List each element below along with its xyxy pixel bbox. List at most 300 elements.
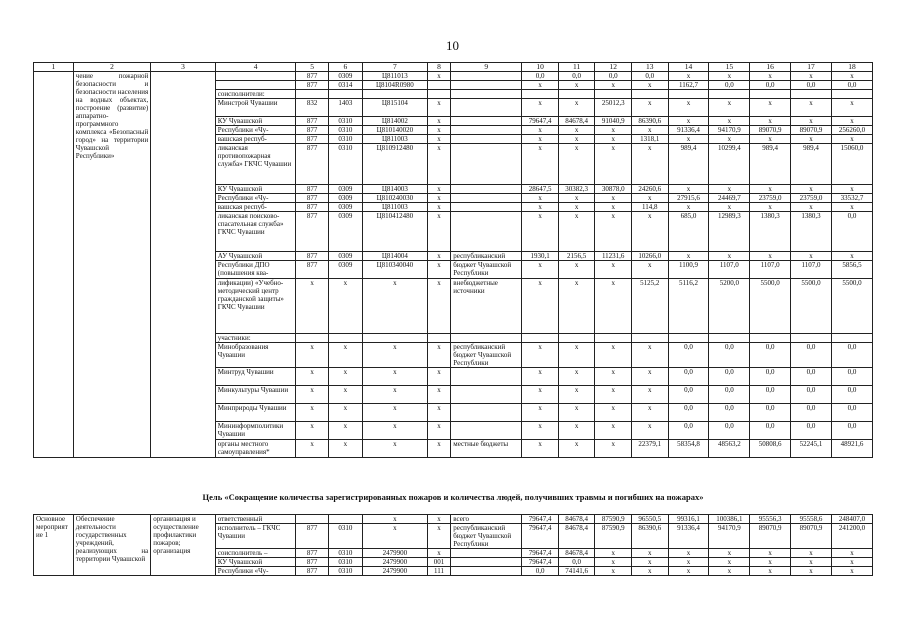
table-cell: x (668, 203, 709, 212)
table-cell: 877 (296, 144, 328, 185)
table-cell: 28647,5 (522, 185, 559, 194)
table-cell (328, 90, 362, 99)
table-cell: 877 (296, 126, 328, 135)
cell-col3 (151, 72, 216, 458)
table-cell: лификации) «Учебно-методический центр гражданской защиты» ГКЧС Чувашии (215, 279, 296, 334)
table-cell: КУ Чувашской (215, 185, 296, 194)
table-cell: Ц810912480 (363, 144, 428, 185)
table-cell: x (595, 343, 632, 368)
table-cell: 5200,0 (709, 279, 750, 334)
column-header: 17 (791, 63, 832, 72)
event-cell: x (668, 549, 709, 558)
table-cell (709, 90, 750, 99)
table-cell: 877 (296, 203, 328, 212)
table-cell: 10266,0 (631, 252, 668, 261)
table-cell: 0,0 (709, 404, 750, 422)
table-cell: 0,0 (709, 81, 750, 90)
table-cell: Ц8104R0980 (363, 81, 428, 90)
table-cell: 23759,0 (791, 194, 832, 203)
table-cell (831, 334, 872, 343)
table-cell: x (631, 422, 668, 440)
table-cell (427, 334, 451, 343)
table-cell (451, 90, 522, 99)
table-cell: x (296, 368, 328, 386)
table-cell: x (427, 440, 451, 458)
table-cell (750, 334, 791, 343)
table-cell: 1162,7 (668, 81, 709, 90)
event-cell: x (709, 549, 750, 558)
event-cell: соисполнитель – (215, 549, 296, 558)
main-table-container (33, 62, 873, 458)
table-cell: x (558, 144, 595, 185)
event-cell: 0310 (328, 567, 362, 576)
table-cell: x (558, 99, 595, 117)
event-cell: 74141,6 (558, 567, 595, 576)
table-cell: 877 (296, 117, 328, 126)
event-cell: x (791, 549, 832, 558)
table-cell: x (595, 135, 632, 144)
table-cell (215, 72, 296, 81)
budget-table (33, 62, 873, 458)
event-cell: 89070,9 (791, 524, 832, 549)
table-cell: x (296, 440, 328, 458)
table-cell: 0309 (328, 194, 362, 203)
event-cell: 84678,4 (558, 515, 595, 524)
table-cell: 0,0 (831, 212, 872, 252)
table-cell (451, 368, 522, 386)
table-cell: x (831, 117, 872, 126)
table-cell: 58354,8 (668, 440, 709, 458)
table-cell: x (427, 135, 451, 144)
table-cell: x (709, 99, 750, 117)
event-cell: 0,0 (558, 558, 595, 567)
table-cell (631, 334, 668, 343)
table-cell: x (631, 144, 668, 185)
table-cell: 1318,1 (631, 135, 668, 144)
column-header: 2 (73, 63, 150, 72)
event-cell: 877 (296, 558, 328, 567)
table-cell (831, 90, 872, 99)
table-cell (215, 81, 296, 90)
table-cell: Минстрой Чувашии (215, 99, 296, 117)
table-cell: 5500,0 (791, 279, 832, 334)
table-cell: x (427, 404, 451, 422)
table-cell: x (522, 99, 559, 117)
event-cell: 2479900 (363, 567, 428, 576)
table-cell: x (522, 261, 559, 279)
table-cell: x (558, 126, 595, 135)
table-cell: 0,0 (831, 422, 872, 440)
table-cell: 0,0 (750, 422, 791, 440)
table-cell: x (558, 422, 595, 440)
table-cell: соисполнители: (215, 90, 296, 99)
table-cell: x (558, 343, 595, 368)
table-cell: 10299,4 (709, 144, 750, 185)
table-cell: Ц810140020 (363, 126, 428, 135)
table-cell: x (296, 422, 328, 440)
event-cell: x (595, 567, 632, 576)
event-cell: исполнитель – ГКЧС Чувашии (215, 524, 296, 549)
table-cell: республиканский (451, 252, 522, 261)
column-header: 9 (451, 63, 522, 72)
table-cell: x (631, 194, 668, 203)
table-cell (791, 90, 832, 99)
table-cell: x (363, 279, 428, 334)
table-cell: 27915,6 (668, 194, 709, 203)
table-cell: x (522, 343, 559, 368)
event-cell: 877 (296, 567, 328, 576)
table-cell (631, 90, 668, 99)
table-cell: 50808,6 (750, 440, 791, 458)
table-cell: 989,4 (750, 144, 791, 185)
table-cell: ликанская поисково-спасательная служба» ГКЧС Чувашии (215, 212, 296, 252)
table-cell: Республики «Чу- (215, 126, 296, 135)
table-cell: x (427, 203, 451, 212)
table-cell: x (668, 72, 709, 81)
event-cell: 84678,4 (558, 524, 595, 549)
table-cell: Ц814004 (363, 252, 428, 261)
table-cell: 89070,9 (750, 126, 791, 135)
table-cell: x (595, 386, 632, 404)
table-cell: x (427, 194, 451, 203)
table-cell: 0,0 (709, 368, 750, 386)
program-description: чение пожарной безопасности и безопасности населения на водных объектах, построение (развитие) аппаратно-программного комплекса «Безопасный город» на территории Чувашской Республики» (73, 72, 150, 458)
table-cell: x (631, 212, 668, 252)
event-cell: ответственный (215, 515, 296, 524)
column-header: 5 (296, 63, 328, 72)
table-cell: Ц810340040 (363, 261, 428, 279)
event-cell: 001 (427, 558, 451, 567)
table-cell (451, 212, 522, 252)
table-cell: x (631, 404, 668, 422)
table-cell (363, 90, 428, 99)
table-cell: x (558, 212, 595, 252)
table-cell: x (595, 144, 632, 185)
table-cell: 877 (296, 72, 328, 81)
table-cell: 877 (296, 212, 328, 252)
event-cell: 89070,9 (750, 524, 791, 549)
table-cell: x (709, 203, 750, 212)
table-cell: 23759,0 (750, 194, 791, 203)
table-cell: Ц811013 (363, 72, 428, 81)
table-cell: 0309 (328, 252, 362, 261)
table-cell: x (709, 252, 750, 261)
table-cell: x (363, 386, 428, 404)
event-cell: 0,0 (522, 567, 559, 576)
table-cell: 91336,4 (668, 126, 709, 135)
table-cell: 0,0 (709, 422, 750, 440)
event-cell: 84678,4 (558, 549, 595, 558)
table-cell: 48921,6 (831, 440, 872, 458)
event-cell: x (750, 567, 791, 576)
event-cell: 95558,6 (791, 515, 832, 524)
table-cell (451, 72, 522, 81)
table-cell: 91040,9 (595, 117, 632, 126)
table-cell: x (631, 81, 668, 90)
event-cell: 2479900 (363, 549, 428, 558)
table-cell: 989,4 (668, 144, 709, 185)
table-cell: x (668, 117, 709, 126)
table-cell: x (631, 261, 668, 279)
table-cell: x (522, 404, 559, 422)
table-cell: 114,8 (631, 203, 668, 212)
table-cell: Ц810240030 (363, 194, 428, 203)
table-cell: 24469,7 (709, 194, 750, 203)
cell-col1 (34, 72, 74, 458)
table-cell: x (631, 99, 668, 117)
table-cell: x (296, 343, 328, 368)
event-description: Обеспечение деятельности государственных учреждений, реализующих на территории Чувашской (73, 515, 150, 576)
event-cell: x (831, 549, 872, 558)
table-cell: 0,0 (791, 81, 832, 90)
table-cell: 0,0 (831, 81, 872, 90)
table-cell: 1380,3 (750, 212, 791, 252)
event-cell: 100386,1 (709, 515, 750, 524)
table-cell: x (595, 81, 632, 90)
table-cell: Ц811003 (363, 203, 428, 212)
event-cell: x (831, 558, 872, 567)
table-cell: Ц814002 (363, 117, 428, 126)
table-cell: 0,0 (668, 404, 709, 422)
table-cell: x (558, 194, 595, 203)
event-cell: x (427, 549, 451, 558)
event-cell: x (668, 558, 709, 567)
table-cell: x (522, 422, 559, 440)
event-tasks: организация и осуществление профилактики пожаров; организация (151, 515, 216, 576)
table-cell: x (668, 185, 709, 194)
table-cell: 5856,5 (831, 261, 872, 279)
table-cell: x (831, 185, 872, 194)
event-cell: x (595, 558, 632, 567)
table-cell: 0,0 (668, 368, 709, 386)
column-header: 10 (522, 63, 559, 72)
table-cell: x (363, 343, 428, 368)
table-cell: x (750, 99, 791, 117)
table-cell: x (427, 279, 451, 334)
table-cell: 5500,0 (750, 279, 791, 334)
table-cell: x (427, 144, 451, 185)
table-cell: 1107,0 (791, 261, 832, 279)
table-cell: x (427, 72, 451, 81)
event-cell (451, 549, 522, 558)
event-cell: 877 (296, 524, 328, 549)
table-cell: x (791, 72, 832, 81)
event-cell: 111 (427, 567, 451, 576)
table-cell: КУ Чувашской (215, 117, 296, 126)
event-cell: 91336,4 (668, 524, 709, 549)
table-row (34, 72, 873, 81)
table-cell: x (427, 99, 451, 117)
table-cell (668, 90, 709, 99)
table-cell: 86390,6 (631, 117, 668, 126)
event-cell: 877 (296, 549, 328, 558)
table-cell: x (831, 203, 872, 212)
table-cell: Минобразования Чувашии (215, 343, 296, 368)
table-cell: x (709, 185, 750, 194)
table-cell: x (750, 117, 791, 126)
table-cell: 877 (296, 135, 328, 144)
table-cell (451, 144, 522, 185)
table-cell: x (558, 135, 595, 144)
table-cell: x (427, 117, 451, 126)
table-cell (451, 135, 522, 144)
table-cell (451, 81, 522, 90)
table-cell (363, 334, 428, 343)
table-cell: x (522, 135, 559, 144)
table-cell: 989,4 (791, 144, 832, 185)
event-cell: x (363, 515, 428, 524)
table-cell: 0,0 (791, 343, 832, 368)
table-cell: x (427, 386, 451, 404)
table-cell: 0,0 (791, 368, 832, 386)
table-cell: АУ Чувашской (215, 252, 296, 261)
table-cell (451, 99, 522, 117)
table-cell: Минтруд Чувашии (215, 368, 296, 386)
column-header: 13 (631, 63, 668, 72)
table-cell: 0309 (328, 261, 362, 279)
table-cell: x (791, 203, 832, 212)
event-cell (296, 515, 328, 524)
table-cell: 256260,0 (831, 126, 872, 135)
column-header: 12 (595, 63, 632, 72)
table-cell: x (363, 368, 428, 386)
table-cell: 0309 (328, 185, 362, 194)
table-cell: 877 (296, 194, 328, 203)
table-cell (451, 334, 522, 343)
table-cell: 52245,1 (791, 440, 832, 458)
table-cell: x (328, 386, 362, 404)
event-cell: 95556,3 (750, 515, 791, 524)
table-cell: x (427, 126, 451, 135)
table-cell: 877 (296, 185, 328, 194)
event-number: Основное мероприятие 1 (34, 515, 74, 576)
table-cell: 15060,0 (831, 144, 872, 185)
table-cell: x (427, 368, 451, 386)
table-cell: x (427, 252, 451, 261)
table-cell (558, 90, 595, 99)
event-row (34, 515, 873, 524)
table-cell: x (791, 135, 832, 144)
table-cell: 1107,0 (750, 261, 791, 279)
table-cell: x (427, 422, 451, 440)
event-cell: x (631, 549, 668, 558)
table-cell (522, 90, 559, 99)
table-cell: x (750, 185, 791, 194)
table-cell (427, 81, 451, 90)
event-cell: x (791, 558, 832, 567)
table-cell: 0,0 (668, 386, 709, 404)
table-cell: 0,0 (750, 343, 791, 368)
column-header: 15 (709, 63, 750, 72)
table-cell (750, 90, 791, 99)
table-cell: x (558, 368, 595, 386)
table-cell: 5500,0 (831, 279, 872, 334)
event-cell: x (750, 549, 791, 558)
table-cell: x (595, 368, 632, 386)
table-cell: x (558, 81, 595, 90)
table-cell: x (427, 261, 451, 279)
event-cell: 248407,0 (831, 515, 872, 524)
event-cell: x (750, 558, 791, 567)
table-cell: x (522, 440, 559, 458)
table-cell: x (750, 72, 791, 81)
event-cell: x (363, 524, 428, 549)
table-cell: x (831, 72, 872, 81)
table-cell: x (558, 261, 595, 279)
table-cell: x (363, 404, 428, 422)
table-cell: x (558, 203, 595, 212)
table-cell: Минприроды Чувашии (215, 404, 296, 422)
table-cell: 0,0 (791, 404, 832, 422)
header-row (34, 63, 873, 72)
table-cell: 832 (296, 99, 328, 117)
table-cell (451, 422, 522, 440)
event-cell: 79647,4 (522, 549, 559, 558)
column-header: 3 (151, 63, 216, 72)
column-header: 11 (558, 63, 595, 72)
table-cell: x (522, 194, 559, 203)
table-cell: x (595, 279, 632, 334)
table-cell: x (831, 135, 872, 144)
table-cell: 5125,2 (631, 279, 668, 334)
table-cell: x (328, 279, 362, 334)
event-cell: 0310 (328, 558, 362, 567)
table-cell: x (595, 440, 632, 458)
table-cell: x (709, 135, 750, 144)
event-cell: 0310 (328, 524, 362, 549)
table-cell: 30878,0 (595, 185, 632, 194)
table-cell: x (522, 368, 559, 386)
event-cell: x (631, 567, 668, 576)
table-cell (558, 334, 595, 343)
table-cell: x (328, 440, 362, 458)
table-cell: республиканский бюджет Чувашской Республики (451, 343, 522, 368)
table-cell: 0,0 (668, 422, 709, 440)
table-cell: 1100,9 (668, 261, 709, 279)
table-cell: 33532,7 (831, 194, 872, 203)
event-table (33, 514, 873, 576)
table-cell: 0310 (328, 117, 362, 126)
table-cell: 94170,9 (709, 126, 750, 135)
table-cell: x (831, 99, 872, 117)
table-cell: 0,0 (750, 81, 791, 90)
table-cell (709, 334, 750, 343)
event-cell: 79647,4 (522, 515, 559, 524)
table-cell: x (709, 117, 750, 126)
page-number: 10 (446, 38, 459, 53)
table-cell: Минкультуры Чувашии (215, 386, 296, 404)
table-cell (451, 194, 522, 203)
event-cell: 87590,9 (595, 524, 632, 549)
table-cell (296, 334, 328, 343)
event-cell: x (595, 549, 632, 558)
table-cell: 0,0 (709, 343, 750, 368)
table-cell: x (791, 99, 832, 117)
table-cell: органы местного самоуправления* (215, 440, 296, 458)
table-cell: x (363, 422, 428, 440)
table-cell: 0314 (328, 81, 362, 90)
table-cell (427, 90, 451, 99)
table-cell: x (522, 212, 559, 252)
table-cell: 0,0 (831, 386, 872, 404)
event-cell: x (668, 567, 709, 576)
table-cell: 0,0 (595, 72, 632, 81)
table-cell: x (558, 404, 595, 422)
table-cell: 1930,1 (522, 252, 559, 261)
table-cell: бюджет Чувашской Республики (451, 261, 522, 279)
table-cell: x (709, 72, 750, 81)
table-cell: Мининформполитики Чувашии (215, 422, 296, 440)
